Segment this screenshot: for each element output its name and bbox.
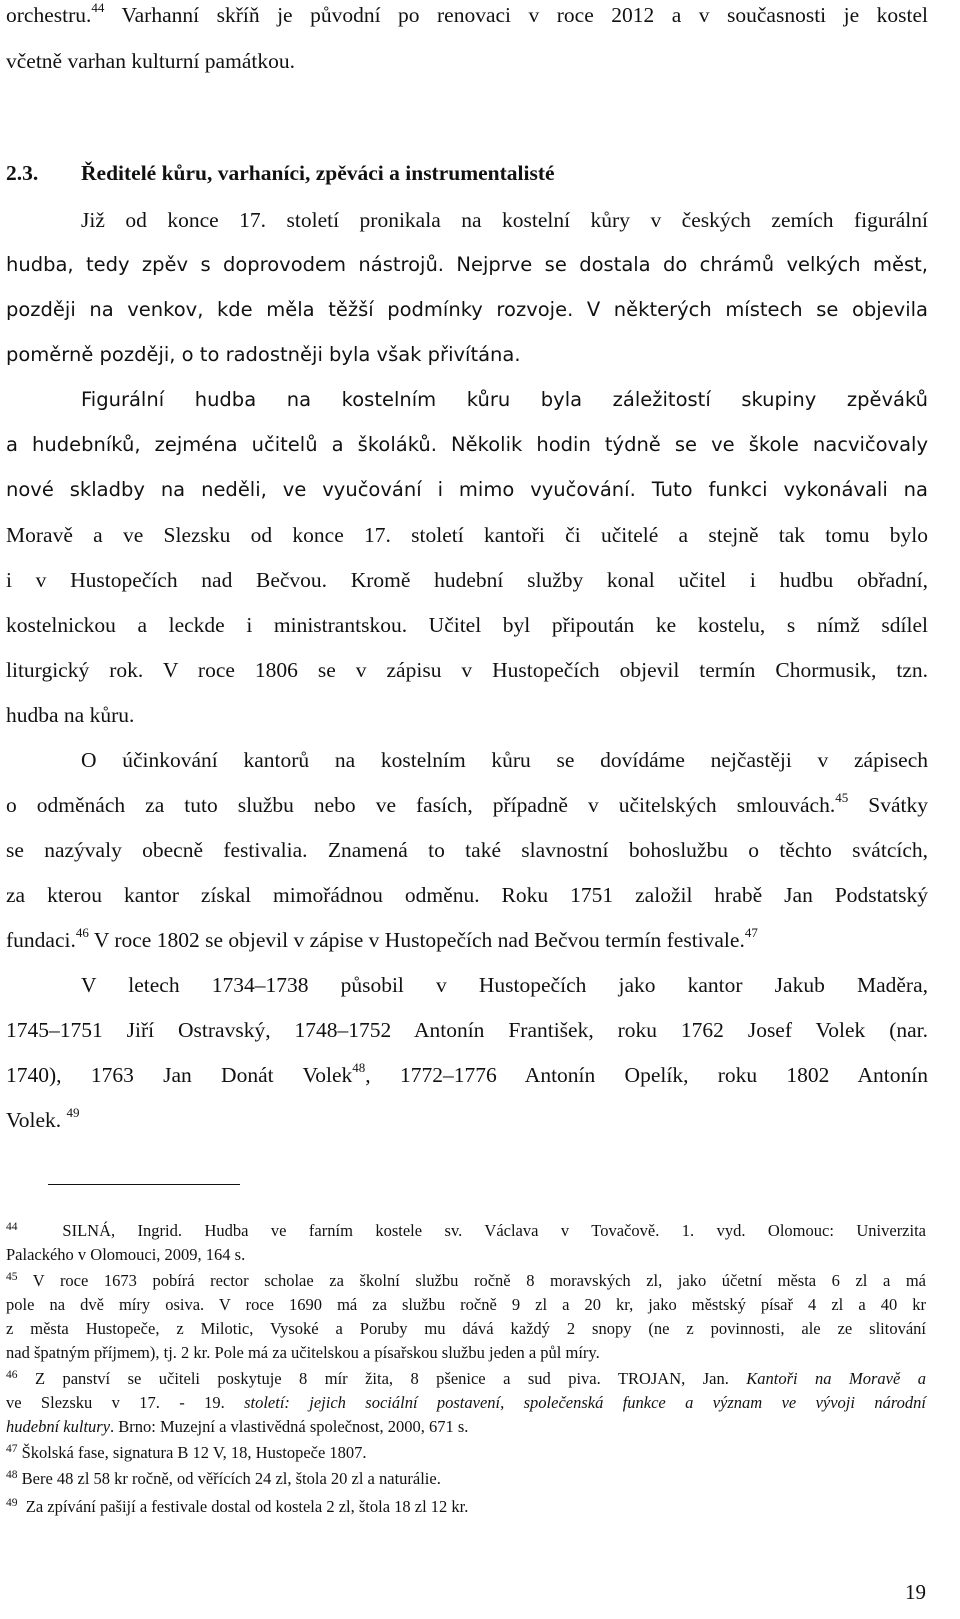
footnote-separator xyxy=(48,1184,240,1185)
text-line: Moravě a ve Slezsku od konce 17. století kantoři či učitelé a stejně tak tomu bylo xyxy=(6,523,928,547)
footnote-47: $^{47}$ Školská fase, signatura B 12 V, 18, Hustopeče 1807. xyxy=(6,1442,367,1462)
footnote-ref-49[interactable]: 49 xyxy=(66,1104,80,1120)
text-line: později na venkov, kde měla těžší podmínky rozvoje. V některých místech se objevila xyxy=(6,298,928,321)
footnote-46-cont: hudební kultury. Brno: Muzejní a vlastivědná společnost, 2000, 671 s. xyxy=(6,1417,469,1436)
text-line: orchestru.$^{44}$ Varhanní skříň je původní po renovaci v roce 2012 a v současnosti je kostel xyxy=(6,0,928,27)
text-line: Již od konce 17. století pronikala na kostelní kůry v českých zemích figurální xyxy=(81,208,928,232)
text-line: o odměnách za tuto službu nebo ve fasích, případně v učitelských smlouvách.$^{45}$ Svátky xyxy=(6,789,928,817)
text-line: kostelnickou a leckde i ministrantskou. Učitel byl připoután ke kostelu, s nímž sdílel xyxy=(6,613,928,637)
section-number: 2.3. xyxy=(6,161,39,185)
footnote-45-cont: pole na dvě míry osiva. V roce 1690 má za službu ročně 9 zl a 20 kr, jako městský písař 4 zl a 40 kr xyxy=(6,1295,926,1314)
term-chormusik: Chormusik xyxy=(775,658,871,682)
footnote-ref-47[interactable]: 47 xyxy=(744,924,758,940)
text-line: Figurální hudba na kostelním kůru byla záležitostí skupiny zpěváků xyxy=(81,388,928,411)
footnote-ref-46[interactable]: 46 xyxy=(75,924,89,940)
text-line: fundaci.$^{46}$ V roce 1802 se objevil v zápise v Hustopečích nad Bečvou termín festivale.$^{47}$ xyxy=(6,924,758,952)
text-line: V letech 1734–1738 působil v Hustopečích jako kantor Jakub Maděra, xyxy=(81,973,928,997)
text-line: hudba, tedy zpěv s doprovodem nástrojů. Nejprve se dostala do chrámů velkých měst, xyxy=(6,253,928,276)
text-line: nové skladby na neděli, ve vyučování i mimo vyučování. Tuto funkci vykonávali na xyxy=(6,478,928,501)
footnote-49: $^{49}$ Za zpívání pašijí a festivale dostal od kostela 2 zl, štola 18 zl 12 kr. xyxy=(6,1496,469,1516)
footnote-46-cont: ve Slezsku v 17. - 19. století: jejich sociální postavení, společenská funkce a význam ve vývoji národní xyxy=(6,1393,926,1412)
section-title: Ředitelé kůru, varhaníci, zpěváci a instrumentalisté xyxy=(81,161,555,185)
text-line: i v Hustopečích nad Bečvou. Kromě hudební služby konal učitel i hudbu obřadní, xyxy=(6,568,928,592)
term-festivale: festivale xyxy=(666,928,740,952)
footnote-46: $^{46}$ Z panství se učiteli poskytuje 8 mír žita, 8 pšenice a sud piva. TROJAN, Jan. Kantoři na Moravě a xyxy=(6,1368,926,1388)
footnote-45: $^{45}$ V roce 1673 pobírá rector scholae za školní službu ročně 8 moravských zl, jako účetní města 6 zl a má xyxy=(6,1270,926,1290)
text-line: hudba na kůru. xyxy=(6,703,135,727)
term-rector-scholae: rector scholae xyxy=(210,1271,314,1290)
text-line: liturgický rok. V roce 1806 se v zápisu v Hustopečích objevil termín Chormusik, tzn. xyxy=(6,658,928,682)
footnote-44-cont: Palackého v Olomouci, 2009, 164 s. xyxy=(6,1245,246,1264)
text-line: O účinkování kantorů na kostelním kůru se dovídáme nejčastěji v zápisech xyxy=(81,748,928,772)
footnote-ref-45[interactable]: 45 xyxy=(835,789,849,805)
page-number: 19 xyxy=(905,1580,926,1604)
text-line: 1745–1751 Jiří Ostravský, 1748–1752 Antonín František, roku 1762 Josef Volek (nar. xyxy=(6,1018,928,1042)
text-line: a hudebníků, zejména učitelů a školáků. Několik hodin týdně se ve škole nacvičovaly xyxy=(6,433,928,456)
footnote-45-cont: nad špatným příjmem), tj. 2 kr. Pole má za učitelskou a písařskou službu jeden a půl míry. xyxy=(6,1343,600,1362)
section-heading xyxy=(6,158,928,188)
footnote-48: $^{48}$ Bere 48 zl 58 kr ročně, od věřících 24 zl, štola 20 zl a naturálie. xyxy=(6,1468,441,1488)
term-festivalia: festivalia xyxy=(223,838,303,862)
text-line: včetně varhan kulturní památkou. xyxy=(6,49,295,73)
text-line: poměrně později, o to radostněji byla však přivítána. xyxy=(6,343,521,366)
footnote-ref-48[interactable]: 48 xyxy=(352,1059,366,1075)
footnote-ref-44[interactable]: 44 xyxy=(91,0,105,15)
footnote-44: $^{44}$ SILNÁ, Ingrid. Hudba ve farním kostele sv. Václava v Tovačově. 1. vyd. Olomouc: Univerzita xyxy=(6,1220,926,1240)
text-line: Volek. $^{49}$ xyxy=(6,1104,80,1132)
footnote-45-cont: z města Hustopeče, z Milotic, Vysoké a Poruby mu dává každý 2 snopy (ne z povinnosti, ale ze slitování xyxy=(6,1319,926,1338)
text-line: se nazývaly obecně festivalia. Znamená to také slavnostní bohoslužbu o těchto svátcích, xyxy=(6,838,928,862)
text-line: 1740), 1763 Jan Donát Volek$^{48}$, 1772–1776 Antonín Opelík, roku 1802 Antonín xyxy=(6,1059,929,1087)
text-line: za kterou kantor získal mimořádnou odměnu. Roku 1751 založil hrabě Jan Podstatský xyxy=(6,883,928,907)
